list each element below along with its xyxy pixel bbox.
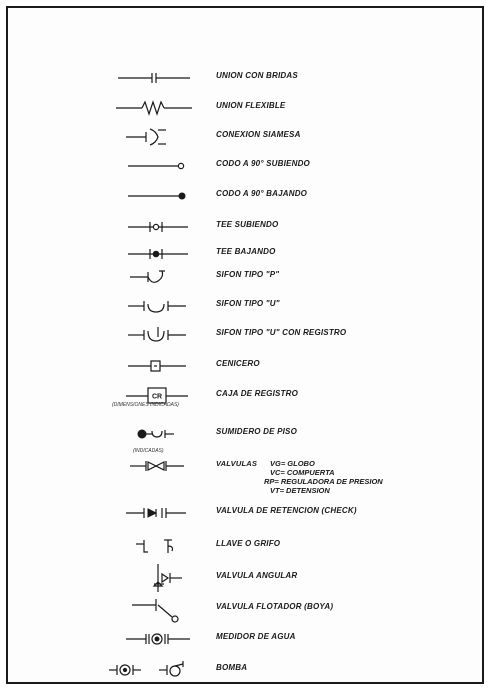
legend-row-sumidero: [8, 424, 482, 444]
cr-box-text: CR: [151, 393, 163, 401]
label-caja-registro: CAJA DE REGISTRO: [216, 389, 299, 398]
legend-row-tee-subiendo: [8, 217, 482, 237]
label-union-bridas: UNION CON BRIDAS: [216, 71, 298, 80]
legend-row-sifon-u-registro: [8, 325, 482, 345]
label-llave-grifo: LLAVE O GRIFO: [216, 539, 281, 548]
valve-type-vt: VT= DETENSION: [270, 486, 330, 495]
label-cenicero: CENICERO: [216, 359, 260, 368]
label-sifon-p: SIFON TIPO "P": [216, 270, 280, 279]
label-codo-bajando: CODO A 90° BAJANDO: [216, 189, 308, 198]
legend-row-sifon-u: [8, 296, 482, 316]
legend-row-cenicero: [8, 356, 482, 376]
label-union-flexible: UNION FLEXIBLE: [216, 101, 286, 110]
legend-row-codo-bajando: [8, 186, 482, 206]
legend-row-codo-subiendo: [8, 156, 482, 176]
label-bomba: BOMBA: [216, 663, 248, 672]
valve-type-rp: RP= REGULADORA DE PRESION: [264, 477, 383, 486]
legend-row-valvula-angular: [8, 568, 482, 588]
caja-registro-caption: (DIMENSIONES INDICADAS): [112, 402, 179, 408]
label-sumidero: SUMIDERO DE PISO: [216, 427, 297, 436]
label-codo-subiendo: CODO A 90° SUBIENDO: [216, 159, 310, 168]
legend-row-valvula-flotador: [8, 599, 482, 619]
label-tee-bajando: TEE BAJANDO: [216, 247, 276, 256]
valve-type-legend: [264, 459, 383, 495]
legend-row-sifon-p: [8, 267, 482, 287]
label-medidor-agua: MEDIDOR DE AGUA: [216, 632, 296, 641]
label-valvula-retencion: VALVULA DE RETENCION (CHECK): [216, 506, 357, 515]
valve-type-vc: VC= COMPUERTA: [270, 468, 335, 477]
valve-symbol: [108, 446, 208, 486]
label-valvulas: VALVULAS: [216, 459, 258, 468]
label-valvula-flotador: VALVULA FLOTADOR (BOYA): [216, 602, 334, 611]
label-sifon-u-registro: SIFON TIPO "U" CON REGISTRO: [216, 328, 347, 337]
legend-row-caja-registro: [8, 386, 482, 406]
legend-row-union-flexible: [8, 98, 482, 118]
legend-row-medidor-agua: [8, 629, 482, 649]
label-sifon-u: SIFON TIPO "U": [216, 299, 280, 308]
valve-type-vg: VG= GLOBO: [270, 459, 315, 468]
inspection-box-symbol: [108, 376, 208, 416]
label-tee-subiendo: TEE SUBIENDO: [216, 220, 279, 229]
legend-row-valvula-retencion: [8, 503, 482, 523]
legend-row-bomba: [8, 660, 482, 680]
valvulas-caption: (INDICADAS): [133, 448, 164, 454]
label-valvula-angular: VALVULA ANGULAR: [216, 571, 298, 580]
legend-sheet: [6, 6, 484, 684]
legend-row-tee-bajando: [8, 244, 482, 264]
legend-row-valvulas: [8, 448, 482, 495]
label-conexion-siamesa: CONEXION SIAMESA: [216, 130, 301, 139]
legend-row-conexion-siamesa: [8, 127, 482, 147]
pump-symbol: [100, 650, 210, 690]
legend-row-union-bridas: [8, 68, 482, 88]
legend-row-llave-grifo: [8, 536, 482, 556]
